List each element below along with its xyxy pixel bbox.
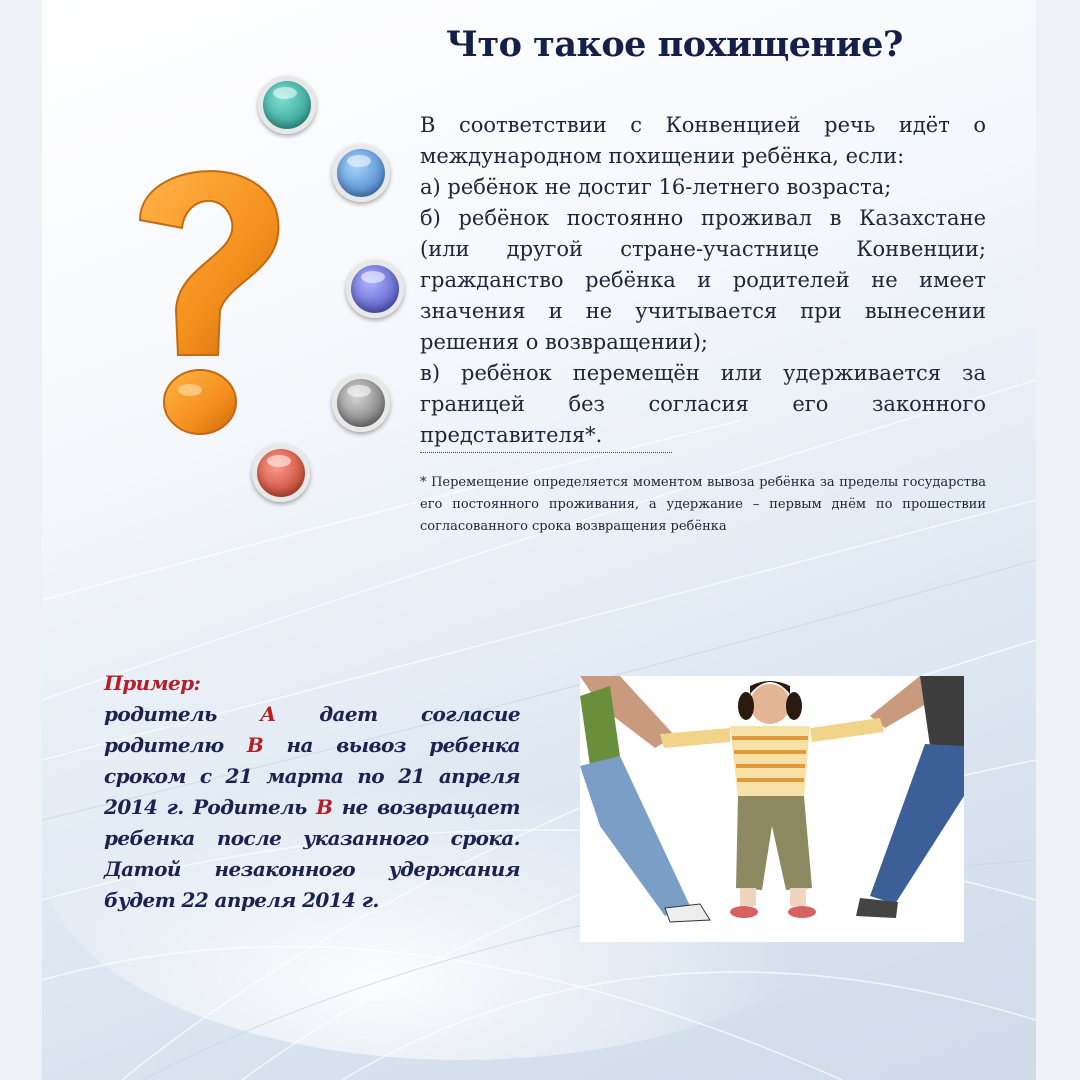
parent-b-letter: В [246,733,264,757]
intro-paragraph: В соответствии с Конвенцией речь идёт о международном похищении ребёнка, если: [420,113,986,168]
parent-a-letter: А [260,702,276,726]
convention-conditions-text [420,110,986,451]
condition-c: в) ребёнок перемещён или удерживается за границей без согласия его законного представителя*. [420,361,986,447]
example-text-3: на вывоз ребенка сроком с 21 марта по 21 апреля 2014 г. Родитель [104,733,521,819]
red-bullet-ball-icon [252,444,310,502]
page [42,0,1036,1080]
example-text-2: дает согласие родителю [104,702,520,757]
question-mark-icon [120,150,290,440]
example-heading: Пример: [104,671,201,695]
condition-b: б) ребёнок постоянно проживал в Казахстане (или другой стране-участнице Конвенции; гражданство ребёнка и родителей не имеет значения и не учитывается при вынесении решения о возвращении); [420,206,986,354]
footnote-separator [420,452,672,453]
purple-bullet-ball-icon [346,260,404,318]
page-title: Что такое похищение? [446,24,903,65]
example-block [104,668,520,916]
blue-bullet-ball-icon [332,144,390,202]
condition-a: а) ребёнок не достиг 16-летнего возраста; [420,175,892,199]
example-text-1: родитель [104,702,261,726]
example-text-4: не возвращает ребенка после указанного срока. Датой незаконного удержания будет 22 апреля 2014 г. [104,795,520,912]
teal-bullet-ball-icon [258,76,316,134]
child-between-parents-photo [580,676,964,942]
footnote-text: * Перемещение определяется моментом вывоза ребёнка за пределы государства его постоянного проживания, а удержание – первым днём по прошествии согласованного срока возвращения ребёнка [420,475,986,534]
parent-b-letter-2: В [316,795,333,819]
gray-bullet-ball-icon [332,374,390,432]
